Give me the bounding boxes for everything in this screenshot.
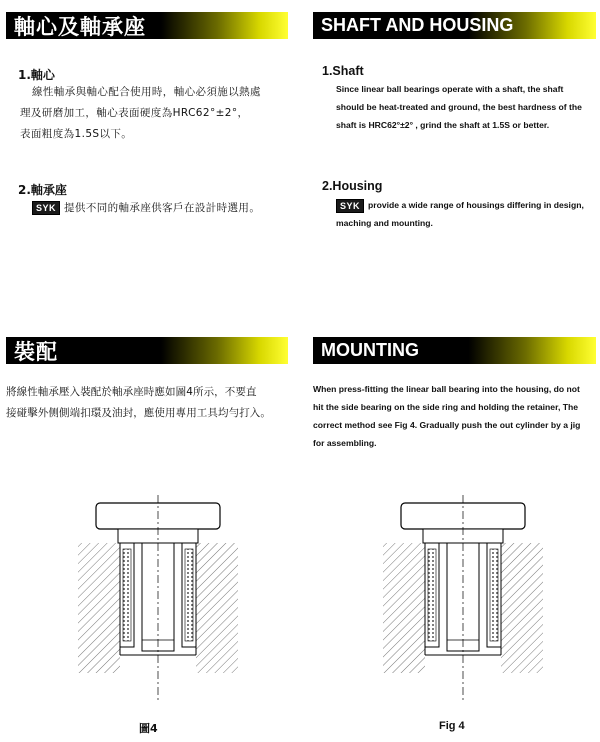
text-line: maching and mounting. [336, 218, 433, 228]
shaft-heading-en: 1.Shaft [322, 64, 364, 78]
banner-title: 軸心及軸承座 [14, 14, 146, 39]
housing-paragraph-zh [32, 198, 260, 219]
text-line: should be heat-treated and ground, the best hardness of the [336, 102, 582, 112]
syk-logo: SYK [32, 201, 60, 215]
banner-title: SHAFT AND HOUSING [321, 15, 514, 35]
shaft-paragraph-en [336, 80, 582, 134]
syk-logo: SYK [336, 199, 364, 213]
section-banner-shaft-housing-en [313, 12, 596, 39]
mounting-paragraph-zh [6, 382, 271, 424]
banner-title: MOUNTING [321, 340, 419, 360]
housing-heading-en: 2.Housing [322, 179, 383, 193]
housing-paragraph-en [336, 196, 584, 232]
housing-heading-zh: 2.軸承座 [18, 183, 67, 197]
text-line: hit the side bearing on the side ring and holding the retainer, The [313, 402, 579, 412]
text-line: 理及研磨加工，軸心表面硬度為HRC62°±2°， [20, 107, 249, 119]
banner-title: 裝配 [14, 339, 58, 364]
fig4-press-fit-drawing-left [70, 495, 245, 700]
section-banner-mounting-zh [6, 337, 288, 364]
mounting-paragraph-en [313, 380, 580, 452]
text-line: correct method see Fig 4. Gradually push the out cylinder by a jig [313, 420, 581, 430]
text-line: shaft is HRC62°±2° , grind the shaft at 1.5S or better. [336, 120, 550, 130]
figure-caption-zh: 圖4 [139, 722, 158, 735]
figure-caption-en: Fig 4 [439, 720, 465, 732]
text-line: for assembling. [313, 438, 377, 448]
text-line: When press-fitting the linear ball bearing into the housing, do not [313, 384, 580, 394]
fig4-press-fit-drawing-right [375, 495, 550, 700]
section-banner-shaft-housing-zh [6, 12, 288, 39]
shaft-heading-zh: 1.軸心 [18, 68, 55, 82]
shaft-paragraph-zh [20, 82, 261, 145]
text-line: provide a wide range of housings differing in design, [368, 200, 584, 210]
text-line: Since linear ball bearings operate with a shaft, the shaft [336, 84, 564, 94]
text-line: 線性軸承與軸心配合使用時，軸心必須施以熱處 [32, 86, 261, 98]
text-line: 提供不同的軸承座供客戶在設計時選用。 [64, 202, 261, 214]
text-line: 接碰擊外侧側端扣環及油封，應使用專用工具均勻打入。 [6, 407, 271, 419]
text-line: 將線性軸承壓入裝配於軸承座時應如圖4所示，不要直 [6, 386, 257, 398]
section-banner-mounting-en [313, 337, 596, 364]
text-line: 表面粗度為1.5S以下。 [20, 128, 133, 140]
